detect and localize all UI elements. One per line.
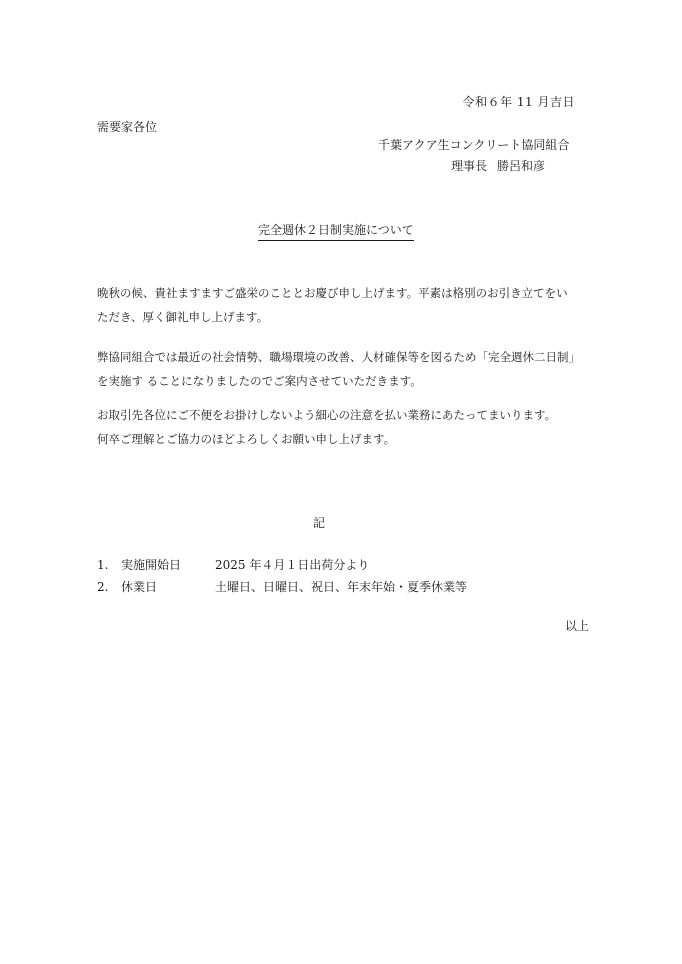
paragraph-line: 弊協同組合では最近の社会情勢、職場環境の改善、人材確保等を図るため「完全週休二日制」: [97, 350, 580, 364]
list-item: [97, 578, 467, 595]
sender-organization: 千葉アクア生コンクリート協同組合: [378, 138, 570, 152]
item-number: 1.: [97, 558, 109, 572]
request-paragraph: [97, 403, 597, 451]
item-number: 2.: [97, 580, 109, 594]
closing-mark: 以上: [565, 619, 590, 633]
item-value: 土曜日、日曜日、祝日、年末年始・夏季休業等: [215, 580, 468, 594]
sender-name: 勝呂和彦: [497, 159, 546, 173]
recipient: 需要家各位: [97, 120, 158, 134]
paragraph-line: を実施す ることになりましたのでご案内させていただきます。: [97, 374, 422, 388]
document-title: 完全週休２日制実施について: [258, 221, 414, 241]
ki-heading: 記: [313, 516, 326, 530]
sender-title: 理事長: [451, 159, 488, 173]
paragraph-line: 晩秋の候、貴社ますますご盛栄のこととお慶び申し上げます。平素は格別のお引き立てをい: [97, 286, 568, 300]
paragraph-line: ただき、厚く御礼申し上げます。: [97, 310, 269, 324]
sender-representative: [451, 157, 545, 174]
item-label: 休業日: [121, 580, 158, 594]
list-item: [97, 556, 369, 573]
issue-date: 令和６年 11 月吉日: [462, 95, 575, 109]
paragraph-line: 何卒ご理解とご協力のほどよろしくお願い申し上げます。: [97, 432, 396, 446]
paragraph-line: お取引先各位にご不便をお掛けしないよう細心の注意を払い業務にあたってまいります。: [97, 408, 557, 422]
greeting-paragraph: [97, 281, 597, 329]
item-value: 2025 年４月１日出荷分より: [215, 558, 370, 572]
item-label: 実施開始日: [121, 558, 182, 572]
announcement-paragraph: [97, 345, 597, 393]
